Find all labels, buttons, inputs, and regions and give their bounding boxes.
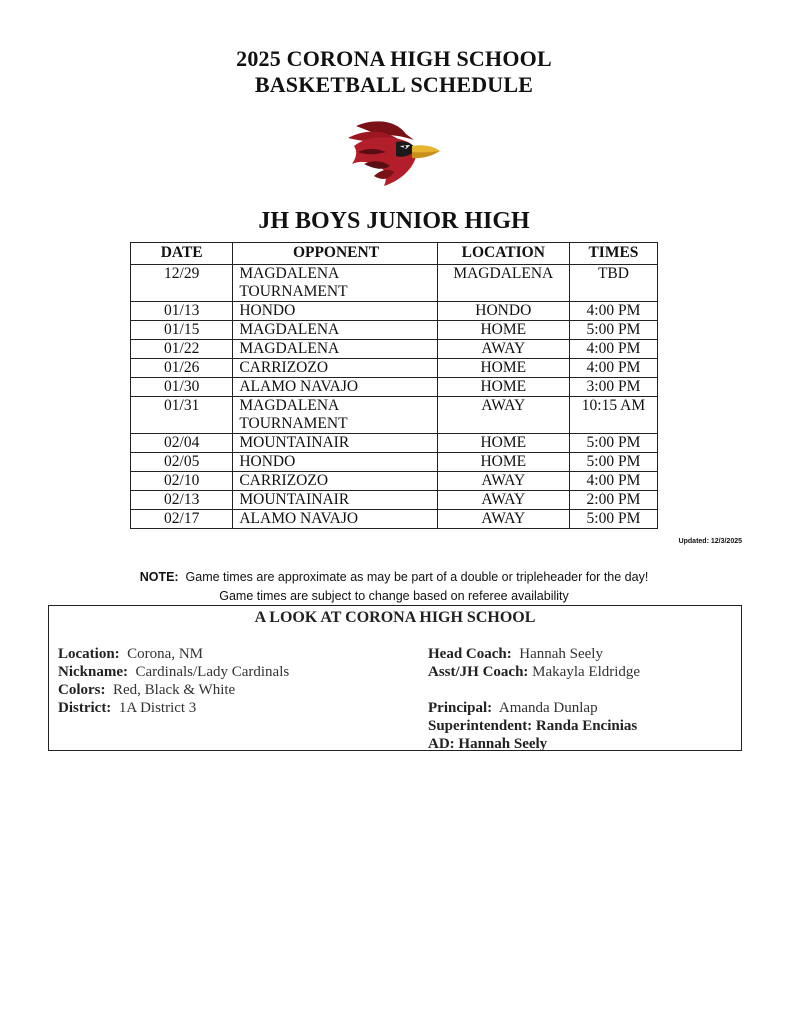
cell-opponent: MOUNTAINAIR — [233, 434, 437, 453]
opponent-line: TOURNAMENT — [239, 283, 348, 300]
cell-time: 10:15 AM — [569, 397, 657, 434]
info-value: Red, Black & White — [113, 682, 236, 698]
table-header-row — [131, 243, 658, 265]
cell-opponent: HONDO — [233, 453, 437, 472]
info-label: AD: Hannah Seely — [428, 736, 548, 752]
info-value: 1A District 3 — [118, 700, 197, 716]
cell-location: AWAY — [437, 472, 569, 491]
cell-location: HOME — [437, 453, 569, 472]
info-value: Makayla Eldridge — [532, 664, 641, 680]
info-asst-coach — [428, 663, 640, 681]
note — [0, 568, 788, 606]
cell-date: 01/15 — [131, 321, 233, 340]
table-row — [131, 340, 658, 359]
cell-location: AWAY — [437, 397, 569, 434]
cell-location: HOME — [437, 359, 569, 378]
cell-location: HOME — [437, 321, 569, 340]
title-line-2: BASKETBALL SCHEDULE — [254, 72, 534, 97]
cell-time: 5:00 PM — [569, 434, 657, 453]
info-right-column — [428, 645, 640, 753]
note-text-1: Game times are approximate as may be part of a double or tripleheader for the day! — [185, 570, 649, 584]
cell-opponent: MOUNTAINAIR — [233, 491, 437, 510]
note-line-2: Game times are subject to change based on referee availability — [219, 589, 569, 603]
cell-location: HONDO — [437, 302, 569, 321]
info-nickname — [58, 663, 289, 681]
cell-opponent: MAGDALENA — [233, 321, 437, 340]
cell-date: 02/10 — [131, 472, 233, 491]
info-head-coach — [428, 645, 640, 663]
cell-opponent: ALAMO NAVAJO — [233, 510, 437, 529]
info-value: Corona, NM — [127, 646, 203, 662]
document-title — [0, 46, 788, 98]
info-district — [58, 699, 289, 717]
cell-date: 02/05 — [131, 453, 233, 472]
cell-time: 4:00 PM — [569, 340, 657, 359]
note-label: NOTE: — [139, 570, 179, 584]
table-row — [131, 491, 658, 510]
cell-opponent — [233, 265, 437, 302]
table-row — [131, 472, 658, 491]
schedule-table — [130, 242, 658, 529]
cell-opponent: ALAMO NAVAJO — [233, 378, 437, 397]
cell-location: HOME — [437, 434, 569, 453]
table-row — [131, 397, 658, 434]
info-location — [58, 645, 289, 663]
team-subtitle: JH BOYS JUNIOR HIGH — [258, 208, 530, 234]
note-line-1 — [0, 568, 788, 587]
info-value: Hannah Seely — [519, 646, 603, 662]
table-row — [131, 378, 658, 397]
cell-time: 5:00 PM — [569, 453, 657, 472]
cell-time: TBD — [569, 265, 657, 302]
cell-date: 02/13 — [131, 491, 233, 510]
cell-location: HOME — [437, 378, 569, 397]
info-label: Location: — [58, 646, 120, 662]
info-colors — [58, 681, 289, 699]
info-box-title: A LOOK AT CORONA HIGH SCHOOL — [254, 609, 536, 626]
cell-date: 01/31 — [131, 397, 233, 434]
info-spacer — [428, 681, 640, 699]
updated-date: Updated: 12/3/2025 — [678, 538, 742, 545]
cell-location: AWAY — [437, 510, 569, 529]
cell-date: 01/13 — [131, 302, 233, 321]
cell-date: 02/17 — [131, 510, 233, 529]
info-left-column — [58, 645, 289, 717]
cell-time: 5:00 PM — [569, 321, 657, 340]
info-label: Colors: — [58, 682, 106, 698]
info-principal — [428, 699, 640, 717]
header-opponent: OPPONENT — [233, 243, 437, 265]
info-value: Amanda Dunlap — [498, 700, 598, 716]
table-row — [131, 302, 658, 321]
header-date: DATE — [131, 243, 233, 265]
header-times: TIMES — [569, 243, 657, 265]
cell-date: 12/29 — [131, 265, 233, 302]
info-label: Principal: — [428, 700, 493, 716]
info-label: Superintendent: Randa Encinias — [428, 718, 638, 734]
title-line-1: 2025 CORONA HIGH SCHOOL — [236, 46, 552, 71]
table-row — [131, 434, 658, 453]
cardinal-head-logo-icon — [344, 118, 442, 188]
cell-time: 4:00 PM — [569, 472, 657, 491]
cell-time: 5:00 PM — [569, 510, 657, 529]
cell-opponent: CARRIZOZO — [233, 472, 437, 491]
cell-opponent: MAGDALENA — [233, 340, 437, 359]
cell-opponent: CARRIZOZO — [233, 359, 437, 378]
cell-location: AWAY — [437, 491, 569, 510]
opponent-line: MAGDALENA — [239, 397, 340, 414]
school-info-box — [48, 605, 742, 751]
table-row — [131, 321, 658, 340]
cell-time: 4:00 PM — [569, 359, 657, 378]
opponent-line: TOURNAMENT — [239, 415, 348, 432]
table-row — [131, 453, 658, 472]
cell-location: MAGDALENA — [437, 265, 569, 302]
cell-time: 4:00 PM — [569, 302, 657, 321]
cell-opponent — [233, 397, 437, 434]
cell-time: 2:00 PM — [569, 491, 657, 510]
table-row — [131, 359, 658, 378]
header-location: LOCATION — [437, 243, 569, 265]
info-label: Asst/JH Coach: — [428, 664, 529, 680]
info-athletic-director — [428, 735, 640, 753]
cell-time: 3:00 PM — [569, 378, 657, 397]
cell-opponent: HONDO — [233, 302, 437, 321]
cell-date: 01/26 — [131, 359, 233, 378]
info-label: Nickname: — [58, 664, 128, 680]
cell-location: AWAY — [437, 340, 569, 359]
info-superintendent — [428, 717, 640, 735]
info-label: District: — [58, 700, 112, 716]
opponent-line: MAGDALENA — [239, 265, 340, 282]
table-row — [131, 510, 658, 529]
info-label: Head Coach: — [428, 646, 512, 662]
table-row — [131, 265, 658, 302]
info-value: Cardinals/Lady Cardinals — [135, 664, 290, 680]
cell-date: 01/22 — [131, 340, 233, 359]
cell-date: 02/04 — [131, 434, 233, 453]
cell-date: 01/30 — [131, 378, 233, 397]
